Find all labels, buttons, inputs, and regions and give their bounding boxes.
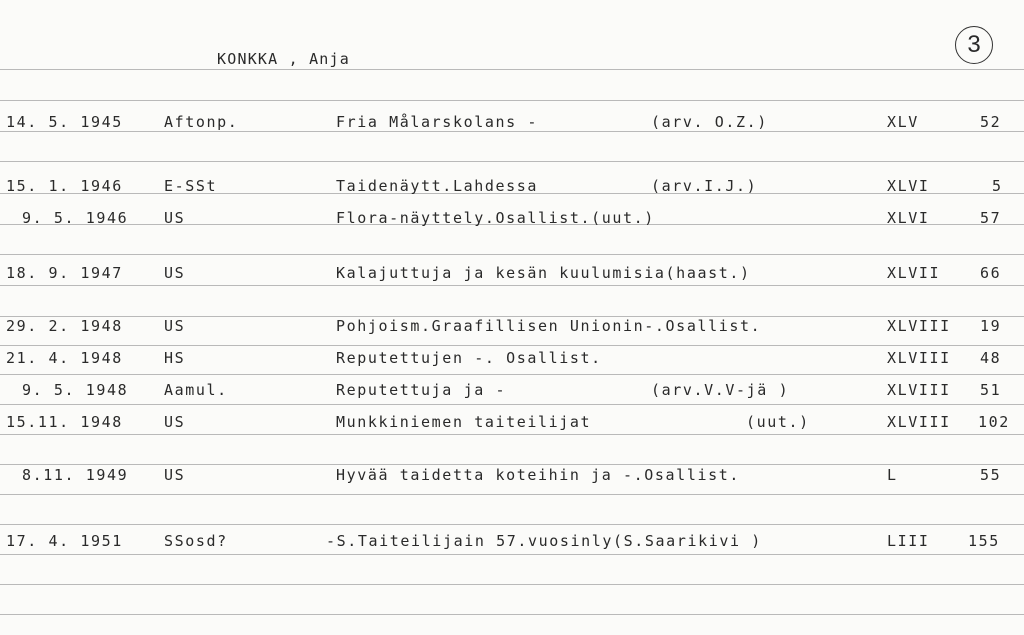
entry-date: 18. 9. 1947 xyxy=(6,264,123,282)
entry-date: 8.11. 1949 xyxy=(22,466,129,484)
entry-volume: XLVI xyxy=(887,209,930,227)
entry-volume: XLVI xyxy=(887,177,930,195)
entry-date: 14. 5. 1945 xyxy=(6,113,123,131)
entry-source: Aftonp. xyxy=(164,113,239,131)
entry-volume: XLVIII xyxy=(887,349,951,367)
entry-title: Pohjoism.Graafillisen Unionin-.Osallist. xyxy=(336,317,762,335)
entry-title: Hyvää taidetta koteihin ja -.Osallist. xyxy=(336,466,740,484)
entry-title: Munkkiniemen taiteilijat xyxy=(336,413,592,431)
entry-source: US xyxy=(164,413,186,431)
entry-date: 9. 5. 1946 xyxy=(22,209,129,227)
entry-source: US xyxy=(164,209,186,227)
entry-date: 9. 5. 1948 xyxy=(22,381,129,399)
entry-title: Reputettuja ja - xyxy=(336,381,507,399)
entry-source: US xyxy=(164,264,186,282)
entry-page: 52 xyxy=(980,113,1002,131)
entry-page: 102 xyxy=(978,413,1010,431)
card-number: 3 xyxy=(955,26,993,64)
entry-note: (uut.) xyxy=(746,413,810,431)
entry-title: Fria Målarskolans - xyxy=(336,113,538,131)
entry-volume: XLVIII xyxy=(887,381,951,399)
entry-title: Flora-näyttely.Osallist.(uut.) xyxy=(336,209,655,227)
entry-page: 51 xyxy=(980,381,1002,399)
entry-volume: L xyxy=(887,466,898,484)
entry-date: 15.11. 1948 xyxy=(6,413,123,431)
entry-page: 55 xyxy=(980,466,1002,484)
entry-volume: LIII xyxy=(887,532,930,550)
entry-title: Kalajuttuja ja kesän kuulumisia(haast.) xyxy=(336,264,751,282)
entry-title: Reputettujen -. Osallist. xyxy=(336,349,602,367)
entry-note: (arv.I.J.) xyxy=(651,177,758,195)
entry-title: -S.Taiteilijain 57.vuosinly(S.Saarikivi ) xyxy=(326,532,762,550)
artist-name: KONKKA , Anja xyxy=(217,50,350,68)
entry-volume: XLVIII xyxy=(887,413,951,431)
entry-page: 66 xyxy=(980,264,1002,282)
entry-source: E-SSt xyxy=(164,177,218,195)
entry-source: SSosd? xyxy=(164,532,228,550)
entry-page: 5 xyxy=(992,177,1003,195)
entry-date: 17. 4. 1951 xyxy=(6,532,123,550)
entry-date: 29. 2. 1948 xyxy=(6,317,123,335)
entry-page: 57 xyxy=(980,209,1002,227)
entry-volume: XLV xyxy=(887,113,919,131)
entry-note: (arv. O.Z.) xyxy=(651,113,768,131)
entry-volume: XLVIII xyxy=(887,317,951,335)
entry-source: HS xyxy=(164,349,186,367)
entry-date: 21. 4. 1948 xyxy=(6,349,123,367)
entry-page: 48 xyxy=(980,349,1002,367)
entry-source: US xyxy=(164,317,186,335)
entry-title: Taidenäytt.Lahdessa xyxy=(336,177,538,195)
entry-date: 15. 1. 1946 xyxy=(6,177,123,195)
entry-page: 19 xyxy=(980,317,1002,335)
entry-note: (arv.V.V-jä ) xyxy=(651,381,790,399)
entry-volume: XLVII xyxy=(887,264,941,282)
entry-source: Aamul. xyxy=(164,381,228,399)
entry-page: 155 xyxy=(968,532,1000,550)
entry-source: US xyxy=(164,466,186,484)
